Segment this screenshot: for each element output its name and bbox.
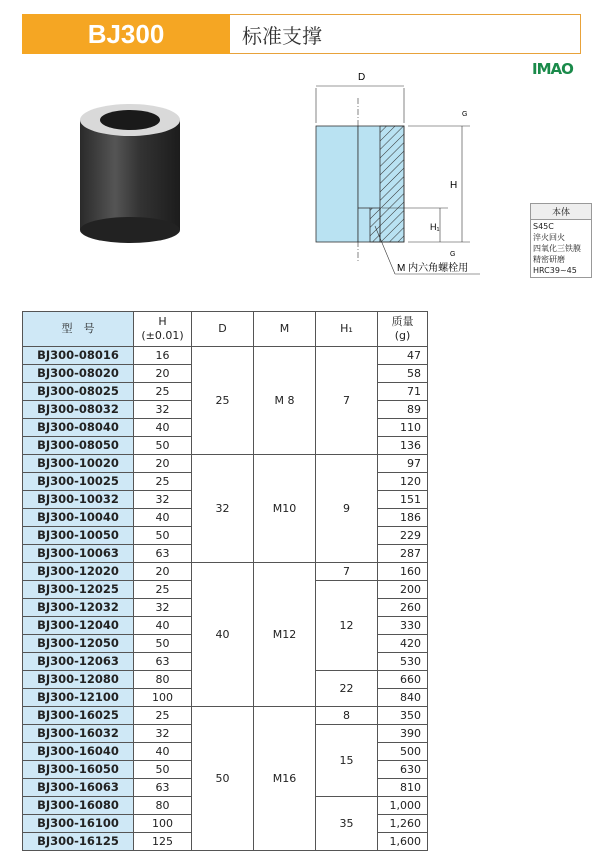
model-cell: BJ300-16100 xyxy=(23,815,134,833)
mass-cell: 47 xyxy=(378,347,428,365)
mass-cell: 89 xyxy=(378,401,428,419)
model-cell: BJ300-10032 xyxy=(23,491,134,509)
mass-cell: 350 xyxy=(378,707,428,725)
table-row xyxy=(23,563,428,581)
model-cell: BJ300-08040 xyxy=(23,419,134,437)
m-cell: M 8 xyxy=(254,347,316,455)
header-d: D xyxy=(192,312,254,347)
spec-heading: 本体 xyxy=(531,204,591,220)
brand-logo: IMAO xyxy=(532,60,573,78)
h-cell: 25 xyxy=(134,581,192,599)
h-cell: 40 xyxy=(134,509,192,527)
header-mass: 质量 (g) xyxy=(378,312,428,347)
h-cell: 20 xyxy=(134,365,192,383)
mass-cell: 1,260 xyxy=(378,815,428,833)
model-cell: BJ300-12050 xyxy=(23,635,134,653)
model-cell: BJ300-12032 xyxy=(23,599,134,617)
surface-mark-bottom: G xyxy=(450,251,456,258)
h-cell: 80 xyxy=(134,671,192,689)
h-cell: 25 xyxy=(134,707,192,725)
mass-cell: 660 xyxy=(378,671,428,689)
h-cell: 50 xyxy=(134,635,192,653)
header-h1: H₁ xyxy=(316,312,378,347)
d-cell: 40 xyxy=(192,563,254,707)
model-cell: BJ300-12063 xyxy=(23,653,134,671)
mass-cell: 71 xyxy=(378,383,428,401)
h-cell: 40 xyxy=(134,743,192,761)
header-m: M xyxy=(254,312,316,347)
h-cell: 100 xyxy=(134,815,192,833)
h-cell: 50 xyxy=(134,761,192,779)
h-cell: 80 xyxy=(134,797,192,815)
mass-cell: 58 xyxy=(378,365,428,383)
model-cell: BJ300-16040 xyxy=(23,743,134,761)
mass-cell: 260 xyxy=(378,599,428,617)
model-cell: BJ300-10040 xyxy=(23,509,134,527)
m-cell: M12 xyxy=(254,563,316,707)
model-cell: BJ300-16063 xyxy=(23,779,134,797)
page-header xyxy=(22,14,580,54)
header-model: 型 号 xyxy=(23,312,134,347)
mass-cell: 630 xyxy=(378,761,428,779)
mass-cell: 530 xyxy=(378,653,428,671)
mass-cell: 160 xyxy=(378,563,428,581)
h-cell: 100 xyxy=(134,689,192,707)
material-spec xyxy=(530,203,592,278)
d-cell: 25 xyxy=(192,347,254,455)
table-row xyxy=(23,455,428,473)
mass-cell: 229 xyxy=(378,527,428,545)
h-cell: 32 xyxy=(134,401,192,419)
model-cell: BJ300-08050 xyxy=(23,437,134,455)
h1-cell: 7 xyxy=(316,563,378,581)
h-cell: 32 xyxy=(134,725,192,743)
model-cell: BJ300-12025 xyxy=(23,581,134,599)
h-cell: 32 xyxy=(134,491,192,509)
model-cell: BJ300-12040 xyxy=(23,617,134,635)
model-cell: BJ300-16080 xyxy=(23,797,134,815)
m-cell: M16 xyxy=(254,707,316,851)
model-cell: BJ300-08016 xyxy=(23,347,134,365)
d-cell: 32 xyxy=(192,455,254,563)
h1-cell: 7 xyxy=(316,347,378,455)
model-cell: BJ300-10050 xyxy=(23,527,134,545)
mass-cell: 810 xyxy=(378,779,428,797)
h-cell: 50 xyxy=(134,527,192,545)
spec-table xyxy=(22,311,428,851)
mass-cell: 97 xyxy=(378,455,428,473)
m-cell: M10 xyxy=(254,455,316,563)
mass-cell: 120 xyxy=(378,473,428,491)
technical-drawing xyxy=(300,68,500,288)
model-cell: BJ300-12080 xyxy=(23,671,134,689)
model-cell: BJ300-10020 xyxy=(23,455,134,473)
product-title: 标准支撑 xyxy=(242,26,322,48)
product-code: BJ300 xyxy=(22,14,230,54)
h1-cell: 22 xyxy=(316,671,378,707)
dim-h: H xyxy=(450,180,458,191)
h-cell: 16 xyxy=(134,347,192,365)
h-cell: 25 xyxy=(134,473,192,491)
model-cell: BJ300-12020 xyxy=(23,563,134,581)
h-cell: 40 xyxy=(134,419,192,437)
mass-cell: 1,000 xyxy=(378,797,428,815)
mass-cell: 136 xyxy=(378,437,428,455)
mass-cell: 840 xyxy=(378,689,428,707)
dim-d: D xyxy=(358,72,366,83)
h1-cell: 12 xyxy=(316,581,378,671)
table-row xyxy=(23,707,428,725)
model-cell: BJ300-12100 xyxy=(23,689,134,707)
spec-line: S45C xyxy=(533,222,554,231)
h-cell: 20 xyxy=(134,455,192,473)
mass-cell: 420 xyxy=(378,635,428,653)
model-cell: BJ300-16025 xyxy=(23,707,134,725)
model-cell: BJ300-16125 xyxy=(23,833,134,851)
d-cell: 50 xyxy=(192,707,254,851)
h1-cell: 8 xyxy=(316,707,378,725)
mass-cell: 186 xyxy=(378,509,428,527)
h-cell: 32 xyxy=(134,599,192,617)
h-cell: 63 xyxy=(134,545,192,563)
mass-cell: 390 xyxy=(378,725,428,743)
spec-line: 四氧化三铁膜 xyxy=(533,244,581,253)
spec-line: HRC39~45 xyxy=(533,266,577,275)
header-h: H (±0.01) xyxy=(134,312,192,347)
h-cell: 50 xyxy=(134,437,192,455)
h-cell: 125 xyxy=(134,833,192,851)
mass-cell: 330 xyxy=(378,617,428,635)
model-cell: BJ300-10025 xyxy=(23,473,134,491)
model-cell: BJ300-08020 xyxy=(23,365,134,383)
dim-h1: H₁ xyxy=(430,222,440,232)
product-photo xyxy=(70,90,190,250)
h-cell: 40 xyxy=(134,617,192,635)
mass-cell: 500 xyxy=(378,743,428,761)
spec-line: 淬火回火 xyxy=(533,233,565,242)
h-cell: 25 xyxy=(134,383,192,401)
table-row xyxy=(23,347,428,365)
model-cell: BJ300-08032 xyxy=(23,401,134,419)
model-cell: BJ300-16050 xyxy=(23,761,134,779)
h-cell: 63 xyxy=(134,653,192,671)
bolt-note: M 内六角螺栓用 xyxy=(397,263,469,274)
model-cell: BJ300-16032 xyxy=(23,725,134,743)
h1-cell: 9 xyxy=(316,455,378,563)
h1-cell: 15 xyxy=(316,725,378,797)
mass-cell: 151 xyxy=(378,491,428,509)
h1-cell: 35 xyxy=(316,797,378,851)
spec-line: 精密研磨 xyxy=(533,255,565,264)
surface-mark-top: G xyxy=(462,111,468,118)
mass-cell: 1,600 xyxy=(378,833,428,851)
model-cell: BJ300-08025 xyxy=(23,383,134,401)
model-cell: BJ300-10063 xyxy=(23,545,134,563)
mass-cell: 110 xyxy=(378,419,428,437)
mass-cell: 287 xyxy=(378,545,428,563)
mass-cell: 200 xyxy=(378,581,428,599)
h-cell: 20 xyxy=(134,563,192,581)
h-cell: 63 xyxy=(134,779,192,797)
